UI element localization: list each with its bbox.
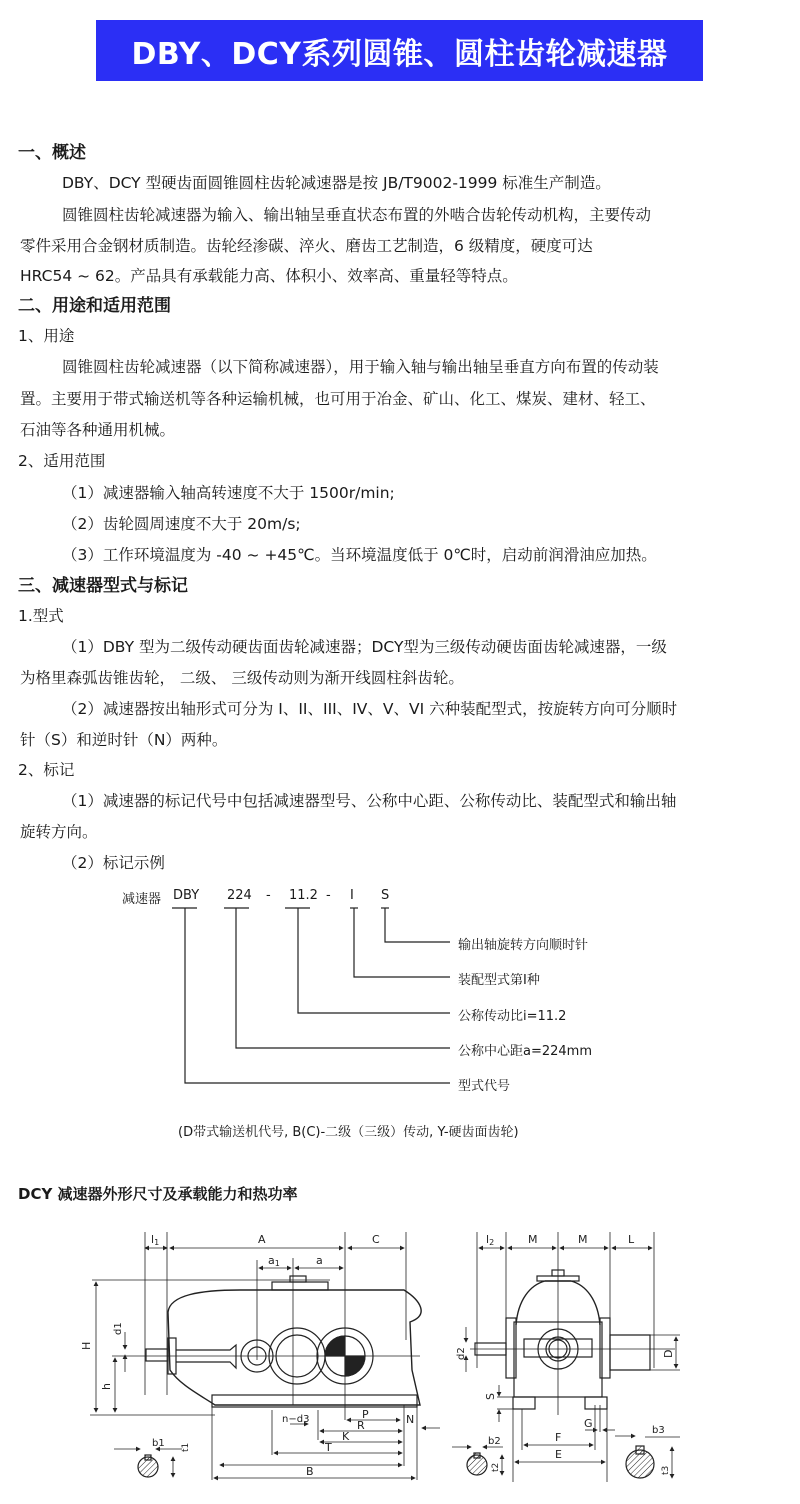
svg-text:d1: d1 (113, 1322, 124, 1335)
svg-text:b1: b1 (152, 1438, 165, 1449)
overview-paragraph-2-line-3: HRC54 ~ 62。产品具有承载能力高、体积小、效率高、重量轻等特点。 (20, 267, 518, 285)
types-paragraph-2-line-2: 针（S）和逆时针（N）两种。 (20, 731, 228, 749)
marking-token-assembly: I (350, 888, 354, 903)
overview-paragraph-2-line-1: 圆锥圆柱齿轮减速器为输入、输出轴呈垂直状态布置的外啮合齿轮传动机构，主要传动 (62, 206, 652, 224)
svg-text:A: A (258, 1233, 266, 1246)
marking-token-dash-2: - (326, 888, 331, 903)
svg-text:R: R (357, 1419, 365, 1432)
svg-text:F: F (555, 1431, 562, 1444)
types-paragraph-4: （2）标记示例 (62, 854, 165, 872)
side-view (452, 1232, 680, 1482)
types-paragraph-3-line-1: （1）减速器的标记代号中包括减速器型号、公称中心距、公称传动比、装配型式和输出轴 (62, 792, 677, 810)
svg-text:B: B (306, 1465, 314, 1478)
section-heading-overview: 一、概述 (18, 143, 86, 163)
usage-paragraph-line-2: 置。主要用于带式输送机等各种运输机械，也可用于冶金、矿山、化工、煤炭、建材、轻工、 (20, 390, 656, 408)
svg-text:b3: b3 (652, 1425, 665, 1436)
marking-label-assembly: 装配型式第I种 (458, 973, 540, 988)
overview-paragraph-2-line-2: 零件采用合金钢材质制造。齿轮经渗碳、淬火、磨齿工艺制造，6 级精度，硬度可达 (20, 237, 593, 255)
marking-prefix: 减速器 (122, 892, 162, 907)
overview-paragraph-1: DBY、DCY 型硬齿面圆锥圆柱齿轮减速器是按 JB/T9002-1999 标准生产制造。 (62, 174, 611, 192)
marking-token-dash-1: - (266, 888, 271, 903)
svg-text:C: C (372, 1233, 380, 1246)
types-subheading-marking: 2、标记 (18, 761, 75, 779)
svg-text:E: E (555, 1448, 562, 1461)
svg-text:d2: d2 (456, 1347, 467, 1360)
svg-text:l1: l1 (151, 1233, 160, 1247)
scope-item-2: （2）齿轮圆周速度不大于 20m/s; (62, 515, 301, 533)
types-paragraph-1-line-2: 为格里森弧齿锥齿轮， 二级、 三级传动则为渐开线圆柱斜齿轮。 (20, 669, 464, 687)
svg-text:H: H (80, 1341, 93, 1350)
types-paragraph-1-line-1: （1）DBY 型为二级传动硬齿面齿轮减速器；DCY型为三级传动硬齿面齿轮减速器，一级 (62, 638, 667, 656)
front-view (80, 1232, 440, 1480)
svg-text:n−d3: n−d3 (282, 1414, 310, 1425)
svg-text:l2: l2 (486, 1233, 495, 1247)
svg-text:t3: t3 (661, 1465, 671, 1475)
svg-text:P: P (362, 1408, 369, 1421)
svg-text:t1: t1 (181, 1442, 191, 1452)
svg-text:M: M (578, 1233, 588, 1246)
drawing-heading: DCY 减速器外形尺寸及承载能力和热功率 (18, 1185, 298, 1203)
svg-text:M: M (528, 1233, 538, 1246)
page-title: DBY、DCY系列圆锥、圆柱齿轮减速器 (131, 36, 668, 72)
marking-label-center-distance: 公称中心距a=224mm (458, 1044, 592, 1059)
usage-subheading-purpose: 1、用途 (18, 327, 75, 345)
svg-text:b2: b2 (488, 1436, 501, 1447)
section-heading-usage: 二、用途和适用范围 (18, 296, 171, 316)
marking-token-center-distance: 224 (227, 888, 252, 903)
marking-token-ratio: 11.2 (289, 888, 318, 903)
usage-paragraph-line-1: 圆锥圆柱齿轮减速器（以下简称减速器），用于输入轴与输出轴呈垂直方向布置的传动装 (62, 358, 659, 376)
svg-text:L: L (628, 1233, 635, 1246)
svg-text:S: S (484, 1393, 497, 1400)
usage-paragraph-line-3: 石油等各种通用机械。 (20, 421, 176, 439)
svg-text:t2: t2 (491, 1462, 501, 1472)
types-paragraph-3-line-2: 旋转方向。 (20, 823, 98, 841)
marking-token-model: DBY (173, 888, 200, 903)
marking-label-rotation: 输出轴旋转方向顺时针 (458, 938, 589, 953)
types-paragraph-2-line-1: （2）减速器按出轴形式可分为 I、II、III、IV、V、VI 六种装配型式，按旋转方向可分顺时 (62, 700, 678, 718)
section-heading-types: 三、减速器型式与标记 (18, 576, 188, 596)
marking-token-rotation: S (381, 888, 390, 903)
dcy-dimension-drawing (0, 1225, 800, 1504)
svg-text:D: D (662, 1349, 675, 1358)
svg-text:a: a (316, 1254, 323, 1267)
svg-text:T: T (325, 1441, 332, 1454)
scope-item-3: （3）工作环境温度为 -40 ~ +45℃。当环境温度低于 0℃时，启动前润滑油应加热。 (62, 546, 657, 564)
scope-item-1: （1）减速器输入轴高转速度不大于 1500r/min; (62, 484, 395, 502)
usage-subheading-scope: 2、适用范围 (18, 452, 106, 470)
svg-text:N: N (406, 1413, 415, 1426)
svg-text:a1: a1 (268, 1254, 280, 1268)
marking-label-ratio: 公称传动比i=11.2 (458, 1009, 567, 1024)
marking-label-model: 型式代号 (458, 1079, 511, 1094)
svg-text:h: h (100, 1383, 113, 1390)
marking-caption: (D带式输送机代号, B(C)-二级（三级）传动, Y-硬齿面齿轮) (178, 1125, 519, 1140)
svg-text:K: K (342, 1430, 350, 1443)
types-subheading-form: 1.型式 (18, 607, 64, 625)
svg-text:G: G (584, 1417, 593, 1430)
